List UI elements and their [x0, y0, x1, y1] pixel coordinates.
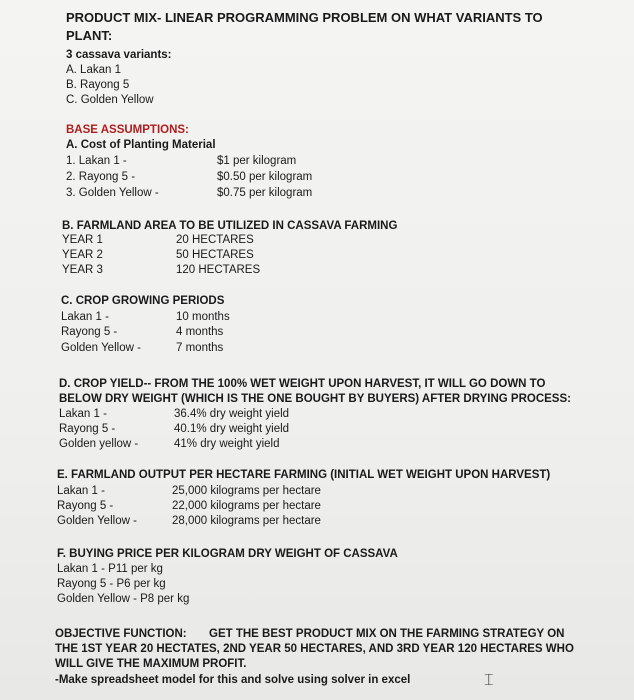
cost-heading: A. Cost of Planting Material	[66, 139, 216, 151]
yield-heading-line-2: BELOW DRY WEIGHT (WHICH IS THE ONE BOUGHT BY BUYERS) AFTER DRYING PROCESS:	[59, 393, 571, 405]
cost-label: 3. Golden Yellow -	[66, 187, 159, 199]
farmland-heading: B. FARMLAND AREA TO BE UTILIZED IN CASSAVA FARMING	[62, 220, 398, 232]
output-heading: E. FARMLAND OUTPUT PER HECTARE FARMING (INITIAL WET WEIGHT UPON HARVEST)	[57, 469, 551, 481]
farmland-label: YEAR 2	[62, 249, 103, 261]
growing-label: Rayong 5 -	[61, 326, 118, 338]
objective-label: OBJECTIVE FUNCTION:	[55, 628, 187, 640]
yield-heading-line-1: D. CROP YIELD-- FROM THE 100% WET WEIGHT UPON HARVEST, IT WILL GO DOWN TO	[59, 378, 546, 390]
farmland-label: YEAR 3	[62, 264, 103, 276]
farmland-value: 20 HECTARES	[176, 234, 254, 246]
text-cursor-icon: ⌶	[484, 670, 494, 689]
buying-line: Rayong 5 - P6 per kg	[57, 578, 166, 590]
growing-value: 7 months	[176, 342, 224, 354]
cost-label: 1. Lakan 1 -	[66, 155, 127, 167]
objective-text-3: WILL GIVE THE MAXIMUM PROFIT.	[55, 658, 247, 670]
variant-b: B. Rayong 5	[66, 79, 130, 91]
growing-value: 10 months	[176, 311, 230, 323]
buying-line: Lakan 1 - P11 per kg	[57, 563, 163, 575]
objective-instruction: -Make spreadsheet model for this and solve using solver in excel	[55, 674, 411, 686]
buying-heading: F. BUYING PRICE PER KILOGRAM DRY WEIGHT OF CASSAVA	[57, 548, 398, 560]
variants-heading: 3 cassava variants:	[66, 49, 172, 61]
growing-heading: C. CROP GROWING PERIODS	[61, 295, 225, 307]
output-label: Rayong 5 -	[57, 500, 114, 512]
title-line-2: PLANT:	[66, 28, 113, 43]
growing-label: Golden Yellow -	[61, 342, 141, 354]
buying-line: Golden Yellow - P8 per kg	[57, 593, 190, 605]
cost-value: $0.50 per kilogram	[217, 171, 313, 183]
growing-value: 4 months	[176, 326, 224, 338]
farmland-value: 120 HECTARES	[176, 264, 261, 276]
output-value: 25,000 kilograms per hectare	[172, 485, 321, 497]
growing-label: Lakan 1 -	[61, 311, 109, 323]
objective-text-2: THE 1ST YEAR 20 HECTATES, 2ND YEAR 50 HECTARES, AND 3RD YEAR 120 HECTARES WHO	[55, 643, 574, 655]
variant-a: A. Lakan 1	[66, 64, 121, 76]
cost-label: 2. Rayong 5 -	[66, 171, 136, 183]
yield-value: 40.1% dry weight yield	[174, 423, 290, 435]
yield-value: 41% dry weight yield	[174, 438, 280, 450]
output-label: Lakan 1 -	[57, 485, 105, 497]
base-assumptions-heading: BASE ASSUMPTIONS:	[66, 124, 189, 136]
yield-label: Golden yellow -	[59, 438, 139, 450]
output-label: Golden Yellow -	[57, 515, 137, 527]
farmland-label: YEAR 1	[62, 234, 103, 246]
yield-label: Lakan 1 -	[59, 408, 107, 420]
yield-label: Rayong 5 -	[59, 423, 116, 435]
cost-value: $1 per kilogram	[217, 155, 297, 167]
objective-text-1: GET THE BEST PRODUCT MIX ON THE FARMING STRATEGY ON	[209, 628, 565, 640]
variant-c: C. Golden Yellow	[66, 94, 154, 106]
title-line-1: PRODUCT MIX- LINEAR PROGRAMMING PROBLEM ON WHAT VARIANTS TO	[66, 10, 543, 25]
yield-value: 36.4% dry weight yield	[174, 408, 290, 420]
cost-value: $0.75 per kilogram	[217, 187, 313, 199]
farmland-value: 50 HECTARES	[176, 249, 254, 261]
output-value: 22,000 kilograms per hectare	[172, 500, 321, 512]
output-value: 28,000 kilograms per hectare	[172, 515, 321, 527]
